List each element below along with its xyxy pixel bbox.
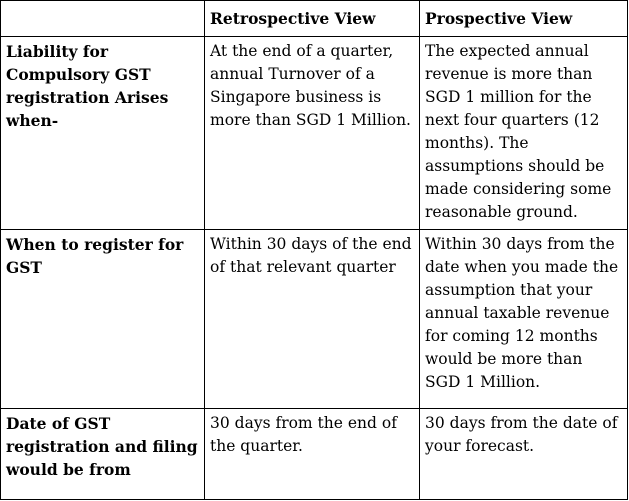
row-label-registration-date: Date of GST registration and filing would be from <box>1 409 205 500</box>
cell-retrospective-when-to-register: Within 30 days of the end of that relevant quarter <box>205 230 420 409</box>
table-row <box>1 37 628 230</box>
row-label-liability: Liability for Compulsory GST registration Arises when- <box>1 37 205 230</box>
row-label-when-to-register: When to register for GST <box>1 230 205 409</box>
header-prospective-view: Prospective View <box>420 1 628 37</box>
table-header-row <box>1 1 628 37</box>
header-retrospective-view: Retrospective View <box>205 1 420 37</box>
header-empty-cell <box>1 1 205 37</box>
cell-prospective-registration-date: 30 days from the date of your forecast. <box>420 409 628 500</box>
cell-prospective-when-to-register: Within 30 days from the date when you made the assumption that your annual taxable revenue for coming 12 months would be more than SGD 1 Million. <box>420 230 628 409</box>
cell-retrospective-liability: At the end of a quarter, annual Turnover of a Singapore business is more than SGD 1 Million. <box>205 37 420 230</box>
table-row <box>1 230 628 409</box>
cell-retrospective-registration-date: 30 days from the end of the quarter. <box>205 409 420 500</box>
table-row <box>1 409 628 500</box>
cell-prospective-liability: The expected annual revenue is more than SGD 1 million for the next four quarters (12 months). The assumptions should be made considering some reasonable ground. <box>420 37 628 230</box>
